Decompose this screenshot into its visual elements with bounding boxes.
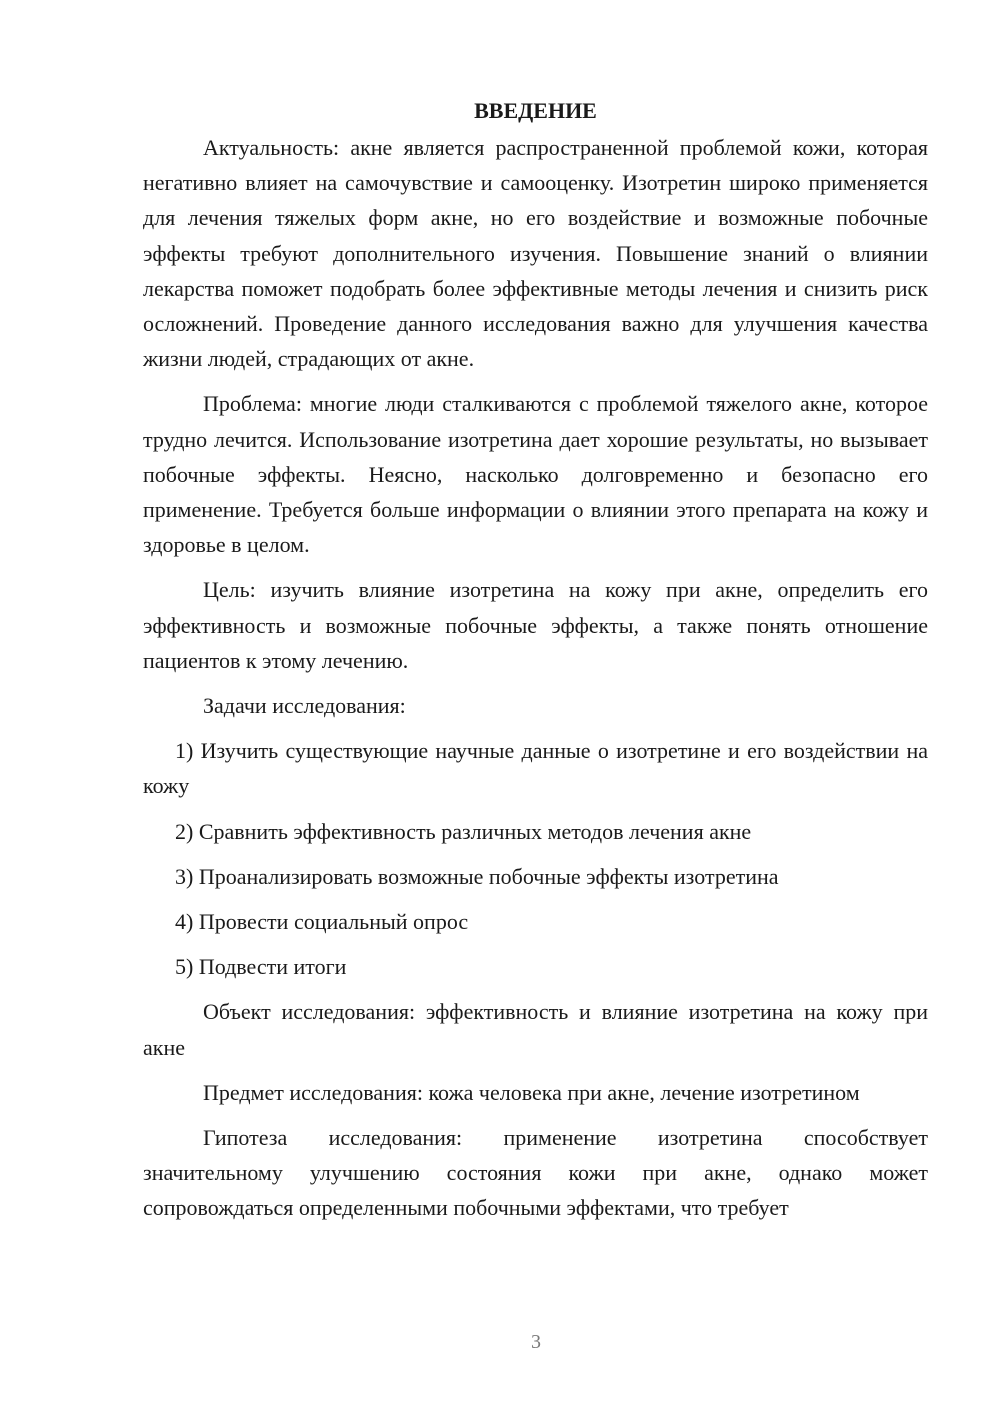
task-item-3: 3) Проанализировать возможные побочные эффекты изотретина (175, 863, 779, 889)
page-number: 3 (531, 1331, 541, 1353)
task-item-5: 5) Подвести итоги (175, 954, 347, 980)
problem-paragraph: Проблема: многие люди сталкиваются с проблемой тяжелого акне, которое трудно лечится. Использование изотретина дает хорошие результаты, но вызывает побочные эффекты. Неясно, насколько долговременно и безопасно его применение. Требуется больше информации о влиянии этого препарата на кожу и здоровье в целом. (143, 391, 928, 558)
object-paragraph: Объект исследования: эффективность и влияние изотретина на кожу при акне (143, 999, 928, 1060)
goal-paragraph: Цель: изучить влияние изотретина на кожу при акне, определить его эффективность и возможные побочные эффекты, а также понять отношение пациентов к этому лечению. (143, 577, 928, 673)
page-content (143, 93, 928, 1236)
hypothesis-paragraph: Гипотеза исследования: применение изотретина способствует значительному улучшению состояния кожи при акне, однако может сопровождаться определенными побочными эффектами, что требует (143, 1125, 928, 1221)
tasks-title: Задачи исследования: (203, 693, 406, 719)
section-heading: ВВЕДЕНИЕ (474, 98, 597, 123)
task-item-4: 4) Провести социальный опрос (175, 909, 469, 935)
task-item-1: 1) Изучить существующие научные данные о изотретине и его воздействии на кожу (143, 738, 928, 799)
task-item-2: 2) Сравнить эффективность различных методов лечения акне (175, 818, 752, 844)
subject-paragraph: Предмет исследования: кожа человека при акне, лечение изотретином (203, 1079, 860, 1105)
relevance-paragraph: Актуальность: акне является распространенной проблемой кожи, которая негативно влияет на самочувствие и самооценку. Изотретин широко применяется для лечения тяжелых форм акне, но его воздействие и возможные побочные эффекты требуют дополнительного изучения. Повышение знаний о влиянии лекарства поможет подобрать более эффективные методы лечения и снизить риск осложнений. Проведение данного исследования важно для улучшения качества жизни людей, страдающих от акне. (143, 135, 928, 372)
